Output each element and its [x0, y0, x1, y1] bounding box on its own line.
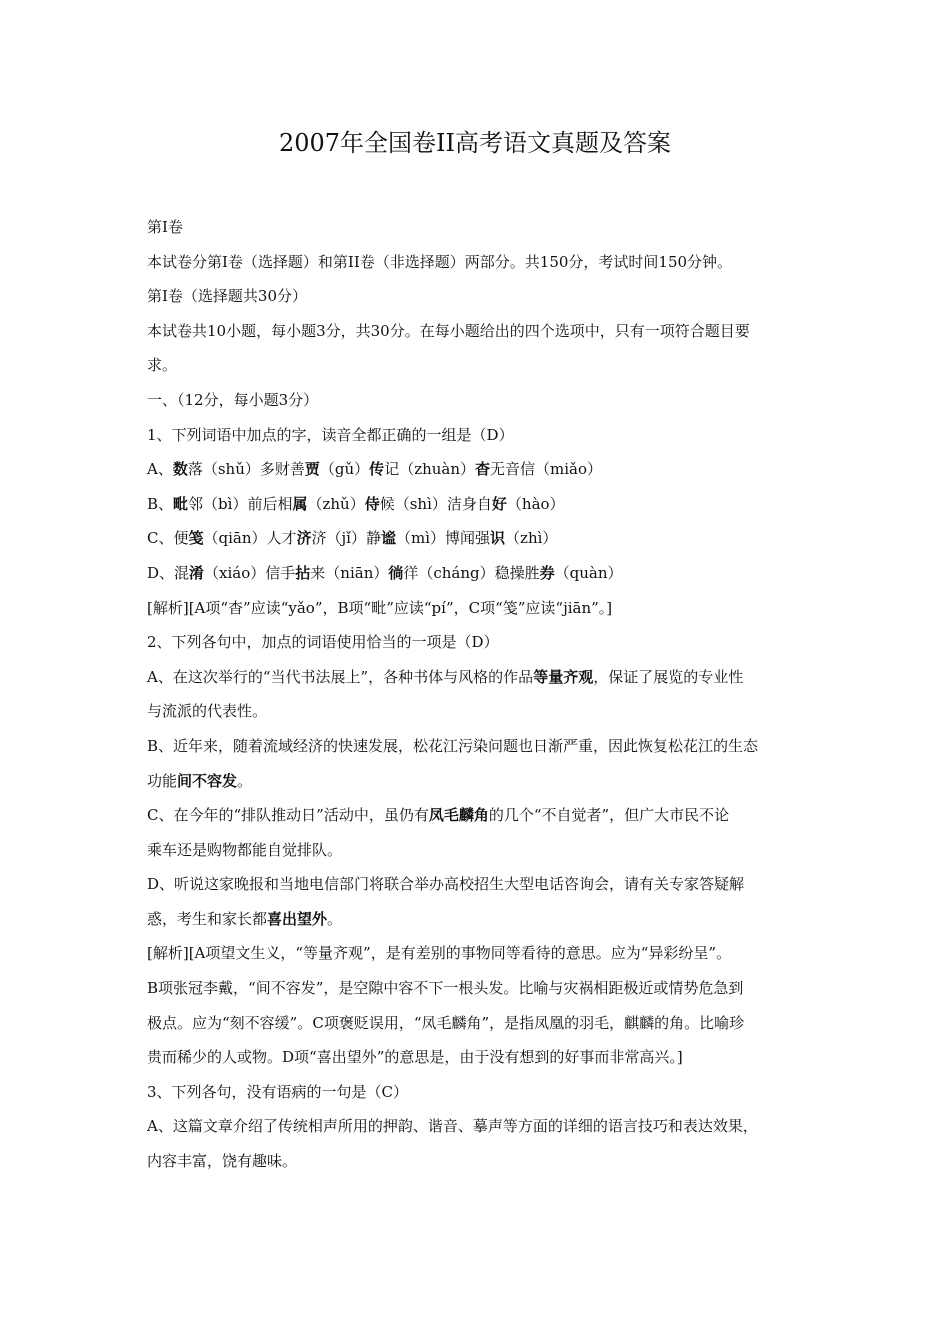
text-line: 本试卷共10小题，每小题3分，共30分。在每小题给出的四个选项中，只有一项符合题目要 [147, 321, 750, 340]
emphasized-term: 济 [296, 529, 312, 548]
text-line: B项张冠李戴，“间不容发”，是空隙中容不下一根头发。比喻与灾祸相距极近或情势危急到 [147, 979, 744, 998]
text-line [147, 902, 817, 937]
document-body [147, 210, 817, 1179]
text-line: 极点。应为“刻不容缓”。C项褒贬误用，“凤毛麟角”，是指凤凰的羽毛，麒麟的角。比喻珍 [147, 1013, 745, 1032]
emphasized-term: 徜 [388, 563, 404, 582]
emphasized-term: 间不容发 [177, 771, 238, 790]
text-line [147, 521, 817, 556]
emphasized-term: 谧 [380, 529, 396, 548]
text-segment: A、 [147, 460, 173, 479]
emphasized-term: 侍 [364, 494, 380, 513]
text-segment: 落（shǔ）多财善 [187, 460, 305, 479]
emphasized-term: 拈 [295, 563, 311, 582]
text-line [147, 660, 817, 695]
text-line: B、近年来，随着流域经济的快速发展，松花江污染问题也日渐严重，因此恢复松花江的生态 [147, 736, 759, 755]
text-line: 2、下列各句中，加点的词语使用恰当的一项是（D） [147, 633, 499, 652]
text-segment: （gǔ） [319, 460, 370, 479]
text-line: 3、下列各句，没有语病的一句是（C） [147, 1082, 409, 1101]
text-line [147, 764, 817, 799]
text-line [147, 452, 817, 487]
text-segment: B、 [147, 494, 174, 513]
text-line [147, 556, 817, 591]
text-segment: 。 [327, 909, 343, 928]
emphasized-term: 毗 [173, 494, 189, 513]
text-line [147, 487, 817, 522]
emphasized-term: 属 [292, 494, 308, 513]
emphasized-term: 笺 [188, 529, 204, 548]
text-segment: 无音信（miǎo） [490, 460, 603, 479]
text-line [147, 798, 817, 833]
text-line: 第Ⅰ卷 [147, 218, 183, 236]
text-line: D、听说这家晚报和当地电信部门将联合举办高校招生大型电话咨询会，请有关专家答疑解 [147, 875, 745, 894]
text-line: 内容丰富，饶有趣味。 [147, 1152, 298, 1171]
emphasized-term: 等量齐观 [533, 667, 594, 686]
text-segment: 候（shì）洁身自 [379, 494, 492, 513]
text-segment: C、便 [147, 529, 189, 548]
text-segment: （qiān）人才 [203, 529, 297, 548]
emphasized-term: 好 [491, 494, 507, 513]
text-segment: D、混 [147, 563, 190, 582]
text-line: 与流派的代表性。 [147, 702, 268, 721]
text-segment: 邻（bì）前后相 [188, 494, 293, 513]
text-line: [解析][A项“杳”应读“yǎo”，B项“毗”应读“pí”，C项“笺”应读“jiān”。] [147, 598, 613, 617]
text-line: [解析][A项望文生义，“等量齐观”，是有差别的事物同等看待的意思。应为“异彩纷呈”。 [147, 944, 732, 963]
text-segment: 记（zhuàn） [384, 460, 476, 479]
text-segment: 徉（cháng）稳操胜 [403, 563, 540, 582]
text-segment: （hào） [506, 494, 565, 513]
text-segment: 来（niān） [310, 563, 389, 582]
text-line: 本试卷分第Ⅰ卷（选择题）和第II卷（非选择题）两部分。共150分，考试时间150分钟。 [147, 252, 733, 271]
text-line: 乘车还是购物都能自觉排队。 [147, 840, 343, 859]
text-segment: ，保证了展览的专业性 [593, 667, 744, 686]
text-segment: （xiáo）信手 [204, 563, 296, 582]
emphasized-term: 喜出望外 [267, 909, 328, 928]
text-segment: （zhì） [505, 529, 558, 548]
text-line: 求。 [147, 356, 178, 375]
text-line: 1、下列词语中加点的字，读音全都正确的一组是（D） [147, 425, 514, 444]
text-segment: 功能 [147, 771, 178, 790]
text-segment: 济（jǐ）静 [311, 529, 381, 548]
emphasized-term: 券 [539, 563, 555, 582]
text-segment: 惑，考生和家长都 [147, 909, 268, 928]
text-segment: （mì）博闻强 [396, 529, 491, 548]
emphasized-term: 淆 [189, 563, 205, 582]
document-title: 2007年全国卷II高考语文真题及答案 [278, 129, 672, 157]
text-line: 贵而稀少的人或物。D项“喜出望外”的意思是，由于没有想到的好事而非常高兴。] [147, 1048, 683, 1067]
emphasized-term: 杳 [475, 460, 491, 479]
text-segment: （zhǔ） [307, 494, 365, 513]
text-segment: A、在这次举行的“当代书法展上”，各种书体与风格的作品 [147, 667, 534, 686]
text-line: 一、（12分，每小题3分） [147, 390, 319, 409]
text-line: A、这篇文章介绍了传统相声所用的押韵、谐音、摹声等方面的详细的语言技巧和表达效果， [147, 1117, 758, 1136]
text-segment: 的几个“不自觉者”，但广大市民不论 [488, 806, 730, 825]
emphasized-term: 数 [172, 460, 188, 479]
text-segment: C、在今年的“排队推动日”活动中，虽仍有 [147, 806, 429, 825]
emphasized-term: 凤毛麟角 [428, 806, 489, 825]
emphasized-term: 传 [369, 460, 385, 479]
text-segment: 。 [237, 771, 253, 790]
text-line: 第Ⅰ卷（选择题共30分） [147, 287, 308, 306]
emphasized-term: 识 [490, 529, 506, 548]
emphasized-term: 贾 [304, 460, 320, 479]
text-segment: （quàn） [554, 563, 623, 582]
